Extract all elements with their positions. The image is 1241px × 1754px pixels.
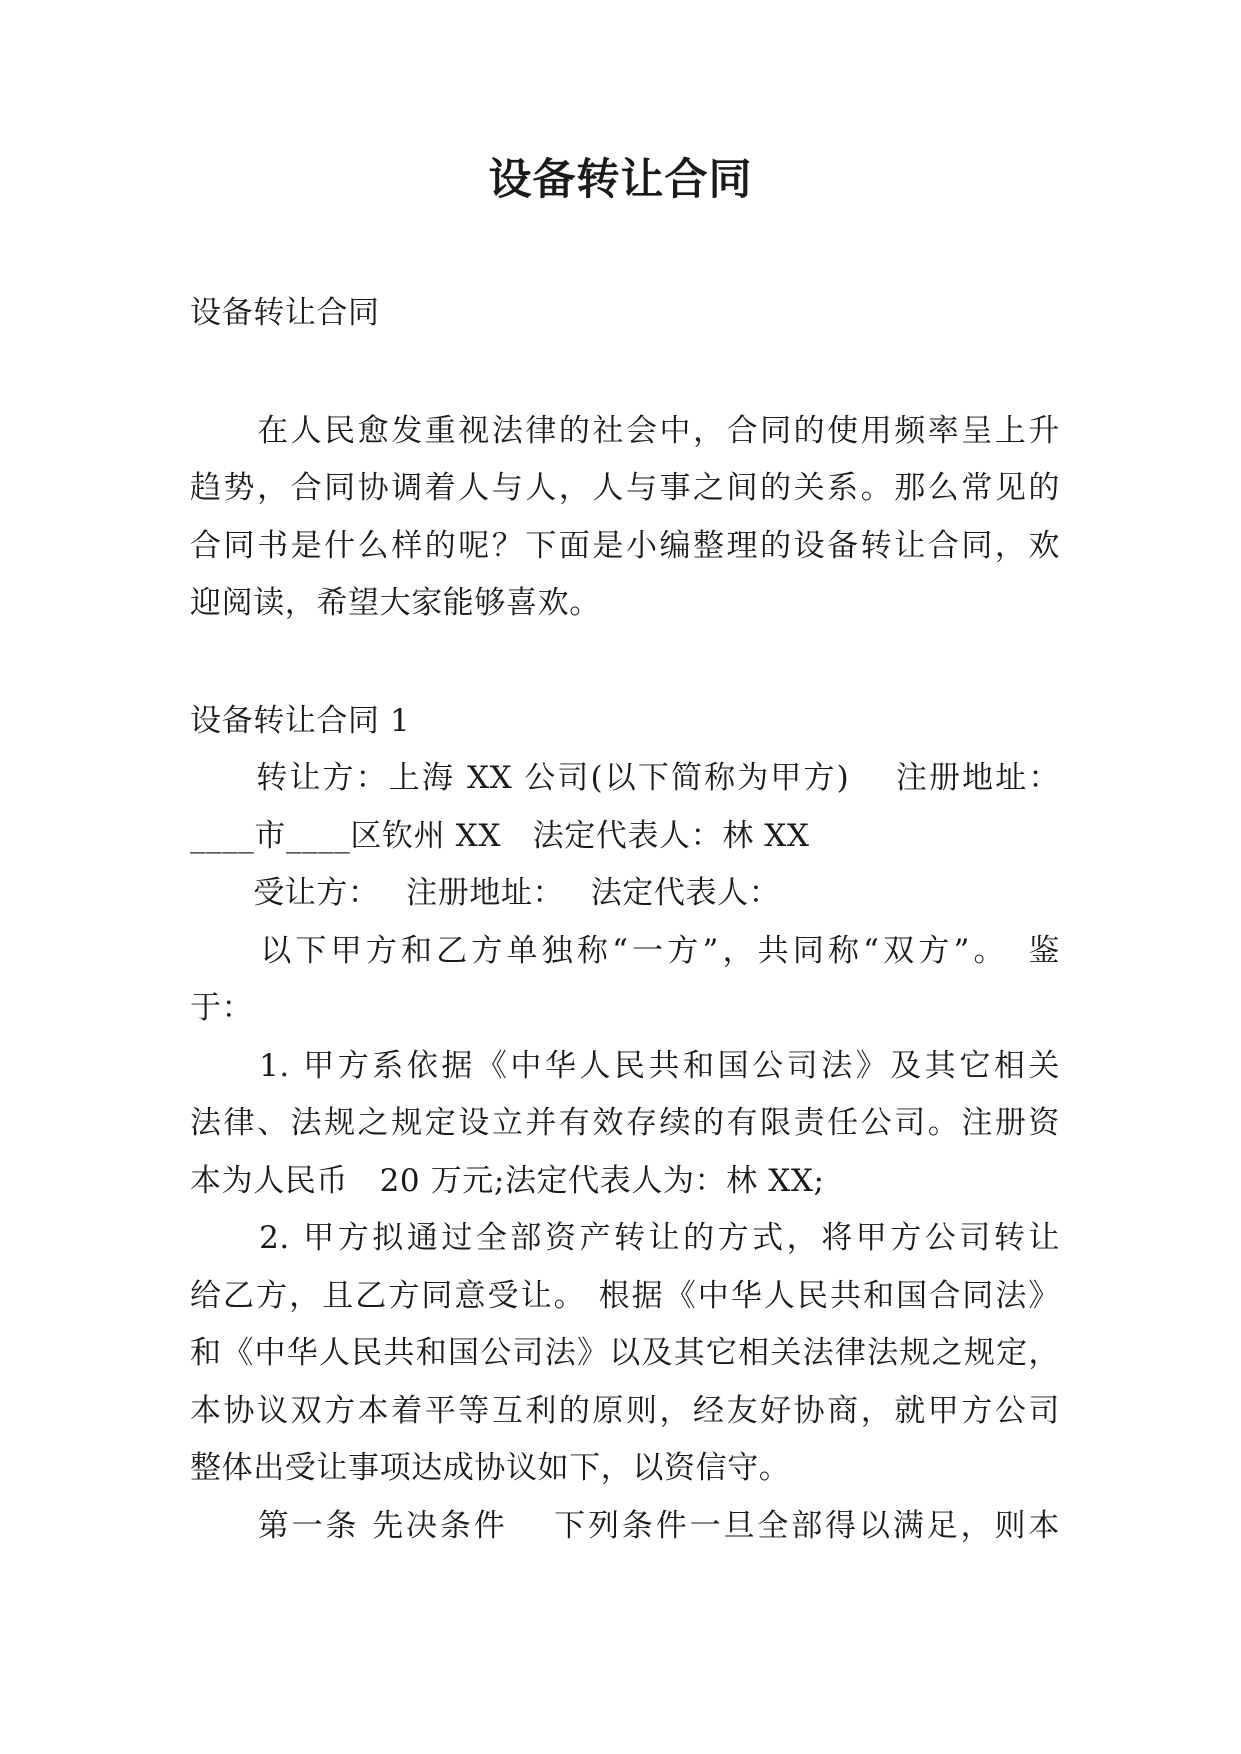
- intro-line: 趋势，合同协调着人与人，人与事之间的关系。那么常见的: [190, 470, 1060, 506]
- contract-line: 转让方：上海 XX 公司(以下简称为甲方) 注册地址：: [190, 760, 1060, 796]
- contract-line: 受让方： 注册地址： 法定代表人：: [190, 875, 781, 911]
- intro-line: 迎阅读，希望大家能够喜欢。: [190, 585, 601, 621]
- intro-line: 在人民愈发重视法律的社会中，合同的使用频率呈上升: [190, 412, 1060, 449]
- contract-line: 第一条 先决条件 下列条件一旦全部得以满足，则本: [190, 1507, 1060, 1544]
- contract-line: ____市____区钦州 XX 法定代表人：林 XX: [190, 817, 810, 854]
- document-subtitle: 设备转让合同: [190, 295, 380, 331]
- contract-line: 整体出受让事项达成协议如下，以资信守。: [190, 1450, 791, 1486]
- contract-line: 1. 甲方系依据《中华人民共和国公司法》及其它相关: [190, 1047, 1060, 1084]
- contract-body: [190, 750, 1060, 1555]
- contract-line: 2. 甲方拟通过全部资产转让的方式，将甲方公司转让: [190, 1220, 1060, 1256]
- contract-line: 本为人民币 20 万元;法定代表人为：林 XX;: [190, 1162, 825, 1199]
- document-title: 设备转让合同: [488, 155, 753, 205]
- contract-line: 法律、法规之规定设立并有效存续的有限责任公司。注册资: [190, 1105, 1060, 1141]
- contract-line: 于：: [190, 990, 254, 1026]
- document-body: [190, 285, 1060, 1555]
- contract-heading: 设备转让合同 1: [190, 702, 411, 739]
- contract-line: 给乙方，且乙方同意受让。 根据《中华人民共和国合同法》: [190, 1277, 1060, 1314]
- contract-line: 以下甲方和乙方单独称“一方”，共同称“双方”。 鉴: [190, 932, 1060, 969]
- contract-line: 和《中华人民共和国公司法》以及其它相关法律法规之规定，: [190, 1335, 1060, 1371]
- intro-line: 合同书是什么样的呢？下面是小编整理的设备转让合同，欢: [190, 527, 1060, 564]
- intro-paragraph: [190, 403, 1060, 633]
- contract-line: 本协议双方本着平等互利的原则，经友好协商，就甲方公司: [190, 1392, 1060, 1429]
- spacer: [190, 343, 1060, 403]
- spacer: [190, 633, 1060, 693]
